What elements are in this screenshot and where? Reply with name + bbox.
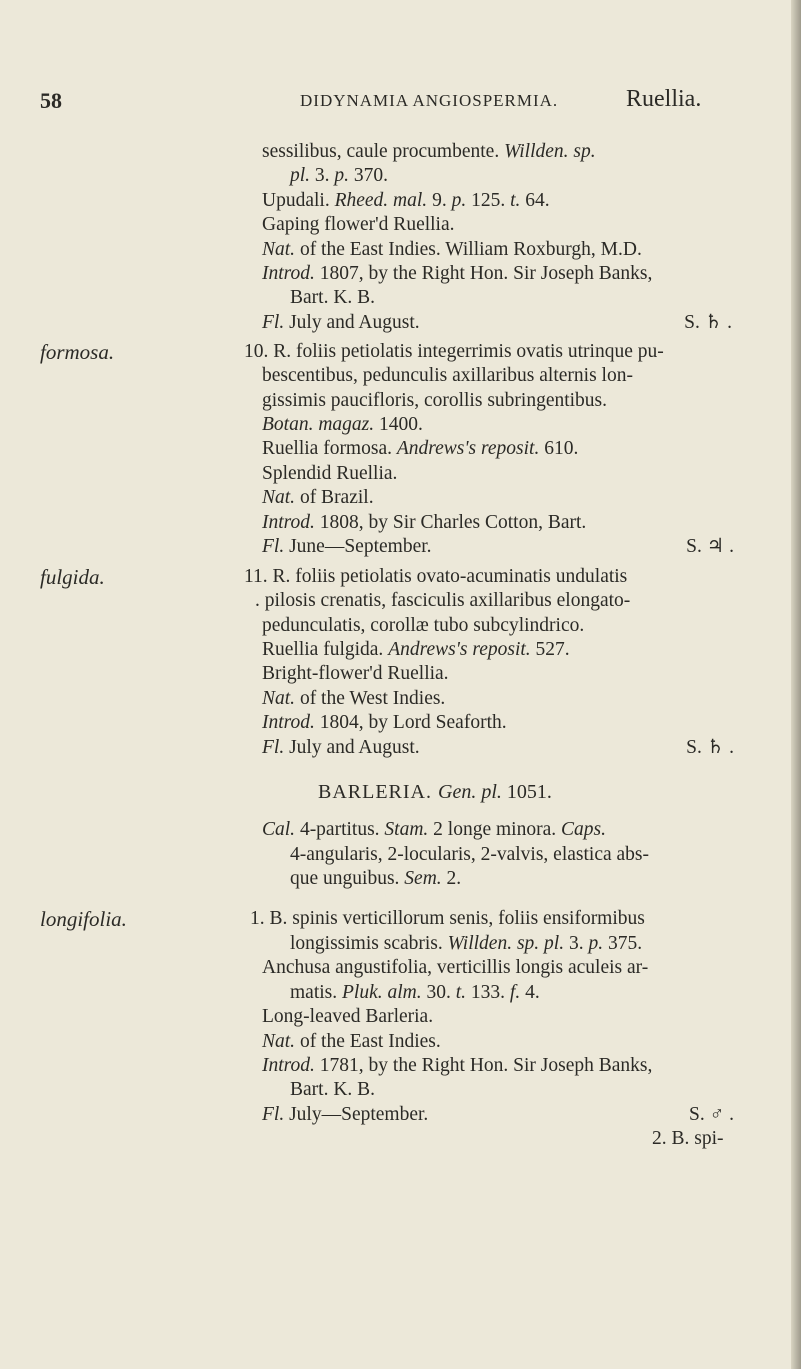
text-line: Bart. K. B. xyxy=(290,1079,376,1100)
text-line: pl. 3. p. 370. xyxy=(290,165,389,186)
text-line: Ruellia formosa. Andrews's reposit. 610. xyxy=(262,438,579,459)
running-head xyxy=(0,88,801,118)
text-line: Splendid Ruellia. xyxy=(262,463,398,484)
text-line: matis. Pluk. alm. 30. t. 133. f. 4. xyxy=(290,982,540,1003)
text-line: Gaping flower'd Ruellia. xyxy=(262,214,455,235)
text-line: Introd. 1808, by Sir Charles Cotton, Bart. xyxy=(262,512,587,533)
text-line: Introd. 1781, by the Right Hon. Sir Joseph Banks, xyxy=(262,1055,653,1076)
margin-species-name: fulgida. xyxy=(40,565,105,589)
text-line: Nat. of the West Indies. xyxy=(262,688,446,709)
text-line: 11. R. foliis petiolatis ovato-acuminatis undulatis xyxy=(244,566,628,587)
text-line: Nat. of Brazil. xyxy=(262,487,374,508)
text-line: 4-angularis, 2-locularis, 2-valvis, elastica abs- xyxy=(290,844,650,865)
text-line: Nat. of the East Indies. William Roxburgh, M.D. xyxy=(262,239,642,260)
text-line: Nat. of the East Indies. xyxy=(262,1031,441,1052)
text-line: 1. B. spinis verticillorum senis, foliis ensiformibus xyxy=(250,908,645,929)
text-line: Introd. 1807, by the Right Hon. Sir Joseph Banks, xyxy=(262,263,653,284)
text-line: Ruellia fulgida. Andrews's reposit. 527. xyxy=(262,639,570,660)
text-line: Cal. 4-partitus. Stam. 2 longe minora. Caps. xyxy=(262,819,606,840)
genus-heading: BARLERIA. Gen. pl. 1051. xyxy=(318,781,552,803)
page-edge-shadow xyxy=(791,0,801,1369)
text-line: 10. R. foliis petiolatis integerrimis ovatis utrinque pu- xyxy=(244,341,664,362)
text-line: Anchusa angustifolia, verticillis longis aculeis ar- xyxy=(262,957,649,978)
text-line: Bright-flower'd Ruellia. xyxy=(262,663,449,684)
text-line: Bart. K. B. xyxy=(290,287,376,308)
text-line: gissimis paucifloris, corollis subringentibus. xyxy=(262,390,608,411)
text-line: Fl. July and August. S. ♄ . xyxy=(262,312,732,333)
running-genus: Ruellia. xyxy=(626,86,702,112)
page-number: 58 xyxy=(40,88,62,113)
margin-species-name: longifolia. xyxy=(40,907,127,931)
text-line: Long-leaved Barleria. xyxy=(262,1006,434,1027)
text-line: pedunculatis, corollæ tubo subcylindrico. xyxy=(262,615,585,636)
running-title: DIDYNAMIA ANGIOSPERMIA. xyxy=(300,91,559,110)
text-line: Upudali. Rheed. mal. 9. p. 125. t. 64. xyxy=(262,190,550,211)
catchword: 2. B. spi- xyxy=(652,1128,724,1149)
text-line: Fl. July and August. S. ♄ . xyxy=(262,737,734,758)
margin-species-name: formosa. xyxy=(40,340,115,364)
text-line: sessilibus, caule procumbente. Willden. sp. xyxy=(262,141,596,162)
text-line: longissimis scabris. Willden. sp. pl. 3. p. 375. xyxy=(290,933,643,954)
text-line: que unguibus. Sem. 2. xyxy=(290,868,462,889)
text-line: Fl. July—September. S. ♂ . xyxy=(262,1104,734,1125)
text-line: Botan. magaz. 1400. xyxy=(262,414,423,435)
text-line: Introd. 1804, by Lord Seaforth. xyxy=(262,712,507,733)
text-line: bescentibus, pedunculis axillaribus alternis lon- xyxy=(262,365,633,386)
text-line: Fl. June—September. S. ♃ . xyxy=(262,536,734,557)
text-line: . pilosis crenatis, fasciculis axillaribus elongato- xyxy=(255,590,631,611)
